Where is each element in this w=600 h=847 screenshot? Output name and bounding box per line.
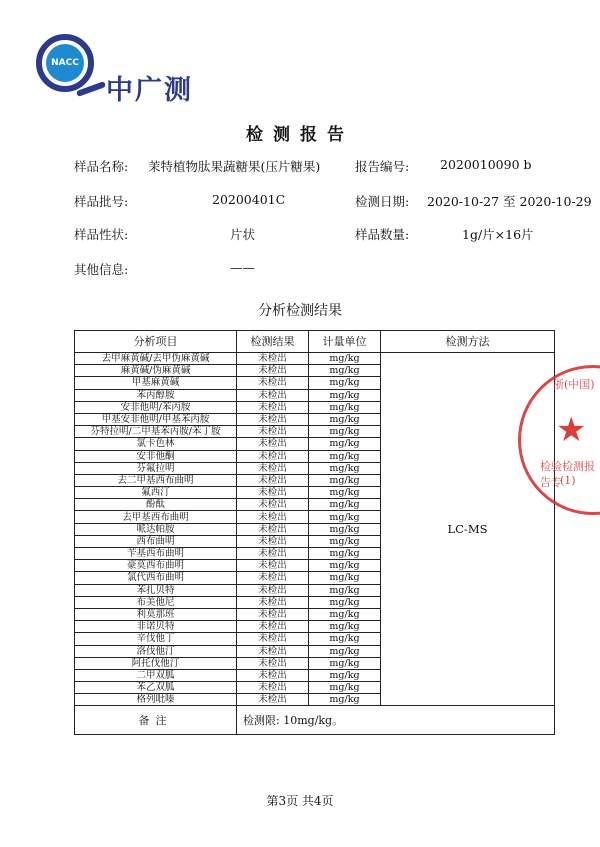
seal-bottom-text: 检验检测报告专 xyxy=(540,460,595,489)
company-logo xyxy=(36,34,211,104)
cell-result: 未检出 xyxy=(237,365,309,377)
cell-item: 西布曲明 xyxy=(75,535,237,547)
cell-result: 未检出 xyxy=(237,377,309,389)
test-date-label: 检测日期: xyxy=(355,194,410,209)
sample-qty-value: 1g/片×16片 xyxy=(462,227,534,242)
cell-result: 未检出 xyxy=(237,523,309,535)
cell-item: 辛伐他丁 xyxy=(75,633,237,645)
cell-result: 未检出 xyxy=(237,633,309,645)
cell-result: 未检出 xyxy=(237,645,309,657)
cell-unit: mg/kg xyxy=(309,511,381,523)
other-info-label: 其他信息: xyxy=(74,262,129,277)
seal-number: (1) xyxy=(560,474,576,487)
cell-result: 未检出 xyxy=(237,608,309,620)
cell-result: 未检出 xyxy=(237,487,309,499)
cell-unit: mg/kg xyxy=(309,548,381,560)
cell-item: 阿托伐他汀 xyxy=(75,657,237,669)
report-no-value: 2020010090 b xyxy=(440,157,532,172)
cell-item: 氯卡色林 xyxy=(75,438,237,450)
cell-unit: mg/kg xyxy=(309,365,381,377)
cell-unit: mg/kg xyxy=(309,438,381,450)
cell-result: 未检出 xyxy=(237,511,309,523)
cell-unit: mg/kg xyxy=(309,474,381,486)
cell-item: 苯乙双胍 xyxy=(75,682,237,694)
cell-item: 安非他酮 xyxy=(75,450,237,462)
cell-item: 氟西汀 xyxy=(75,487,237,499)
note-value: 检测限: 10mg/kg。 xyxy=(237,706,555,735)
cell-method: LC-MS xyxy=(381,353,555,706)
batch-value: 20200401C xyxy=(212,192,286,207)
cell-unit: mg/kg xyxy=(309,669,381,681)
cell-unit: mg/kg xyxy=(309,499,381,511)
cell-item: 布美他尼 xyxy=(75,596,237,608)
cell-item: 格列吡嗪 xyxy=(75,694,237,706)
cell-result: 未检出 xyxy=(237,584,309,596)
cell-result: 未检出 xyxy=(237,682,309,694)
cell-result: 未检出 xyxy=(237,426,309,438)
sample-name-label: 样品名称: xyxy=(74,159,129,174)
cell-unit: mg/kg xyxy=(309,608,381,620)
cell-unit: mg/kg xyxy=(309,560,381,572)
cell-item: 芬特拉明/二甲基苯丙胺/苯丁胺 xyxy=(75,426,237,438)
cell-unit: mg/kg xyxy=(309,682,381,694)
cell-unit: mg/kg xyxy=(309,450,381,462)
cell-unit: mg/kg xyxy=(309,389,381,401)
cell-result: 未检出 xyxy=(237,438,309,450)
cell-item: 非诺贝特 xyxy=(75,621,237,633)
cell-unit: mg/kg xyxy=(309,633,381,645)
cell-item: 苯扎贝特 xyxy=(75,584,237,596)
sample-name-value: 茉特植物肽果蔬糖果(压片糖果) xyxy=(148,159,321,174)
cell-item: 去甲麻黄碱/去甲伪麻黄碱 xyxy=(75,353,237,365)
cell-unit: mg/kg xyxy=(309,353,381,365)
cell-item: 氯代西布曲明 xyxy=(75,572,237,584)
cell-unit: mg/kg xyxy=(309,377,381,389)
header-unit: 计量单位 xyxy=(309,331,381,353)
cell-result: 未检出 xyxy=(237,657,309,669)
sample-qty-label: 样品数量: xyxy=(355,227,410,242)
cell-item: 酚酞 xyxy=(75,499,237,511)
cell-result: 未检出 xyxy=(237,596,309,608)
cell-unit: mg/kg xyxy=(309,694,381,706)
seal-star-icon: ★ xyxy=(556,410,587,450)
report-no-label: 报告编号: xyxy=(355,159,410,174)
cell-unit: mg/kg xyxy=(309,487,381,499)
cell-result: 未检出 xyxy=(237,413,309,425)
table-row xyxy=(75,353,555,365)
cell-result: 未检出 xyxy=(237,450,309,462)
cell-item: 去甲基西布曲明 xyxy=(75,511,237,523)
cell-item: 苄基西布曲明 xyxy=(75,548,237,560)
header-method: 检测方法 xyxy=(381,331,555,353)
cell-item: 甲基安非他明/甲基苯丙胺 xyxy=(75,413,237,425)
cell-result: 未检出 xyxy=(237,669,309,681)
cell-item: 安非他明/苯丙胺 xyxy=(75,401,237,413)
cell-result: 未检出 xyxy=(237,389,309,401)
cell-item: 甲基麻黄碱 xyxy=(75,377,237,389)
cell-result: 未检出 xyxy=(237,401,309,413)
logo-name: 中广测 xyxy=(106,75,193,106)
cell-unit: mg/kg xyxy=(309,584,381,596)
cell-unit: mg/kg xyxy=(309,645,381,657)
cell-result: 未检出 xyxy=(237,572,309,584)
cell-result: 未检出 xyxy=(237,694,309,706)
cell-item: 哌达帕胺 xyxy=(75,523,237,535)
cell-unit: mg/kg xyxy=(309,462,381,474)
test-date-value: 2020-10-27 至 2020-10-29 xyxy=(427,194,592,209)
note-row xyxy=(75,706,555,735)
cell-result: 未检出 xyxy=(237,353,309,365)
cell-item: 洛伐他汀 xyxy=(75,645,237,657)
cell-result: 未检出 xyxy=(237,462,309,474)
cell-result: 未检出 xyxy=(237,560,309,572)
cell-item: 芬氟拉明 xyxy=(75,462,237,474)
cell-unit: mg/kg xyxy=(309,657,381,669)
header-item: 分析项目 xyxy=(75,331,237,353)
batch-label: 样品批号: xyxy=(74,194,129,209)
seal-top-text: 浙(中国) xyxy=(553,378,595,391)
cell-result: 未检出 xyxy=(237,499,309,511)
cell-unit: mg/kg xyxy=(309,572,381,584)
note-label: 备注 xyxy=(75,706,237,735)
header-result: 检测结果 xyxy=(237,331,309,353)
page-title: 检测报告 xyxy=(246,125,354,145)
cell-unit: mg/kg xyxy=(309,426,381,438)
results-table xyxy=(74,330,555,735)
logo-badge: NACC xyxy=(46,44,84,82)
cell-item: 二甲双胍 xyxy=(75,669,237,681)
cell-item: 苯丙醇胺 xyxy=(75,389,237,401)
page-footer: 第3页 共4页 xyxy=(266,794,334,808)
cell-unit: mg/kg xyxy=(309,401,381,413)
cell-unit: mg/kg xyxy=(309,535,381,547)
sample-form-value: 片状 xyxy=(230,227,256,242)
cell-item: 豪莫西布曲明 xyxy=(75,560,237,572)
sample-form-label: 样品性状: xyxy=(74,227,129,242)
cell-unit: mg/kg xyxy=(309,596,381,608)
cell-item: 去二甲基西布曲明 xyxy=(75,474,237,486)
section-title: 分析检测结果 xyxy=(258,303,342,319)
cell-result: 未检出 xyxy=(237,535,309,547)
cell-result: 未检出 xyxy=(237,474,309,486)
cell-unit: mg/kg xyxy=(309,523,381,535)
cell-unit: mg/kg xyxy=(309,621,381,633)
cell-unit: mg/kg xyxy=(309,413,381,425)
cell-item: 麻黄碱/伪麻黄碱 xyxy=(75,365,237,377)
table-header-row xyxy=(75,331,555,353)
cell-result: 未检出 xyxy=(237,548,309,560)
other-info-value: —— xyxy=(230,260,255,275)
cell-result: 未检出 xyxy=(237,621,309,633)
cell-item: 利莫那班 xyxy=(75,608,237,620)
